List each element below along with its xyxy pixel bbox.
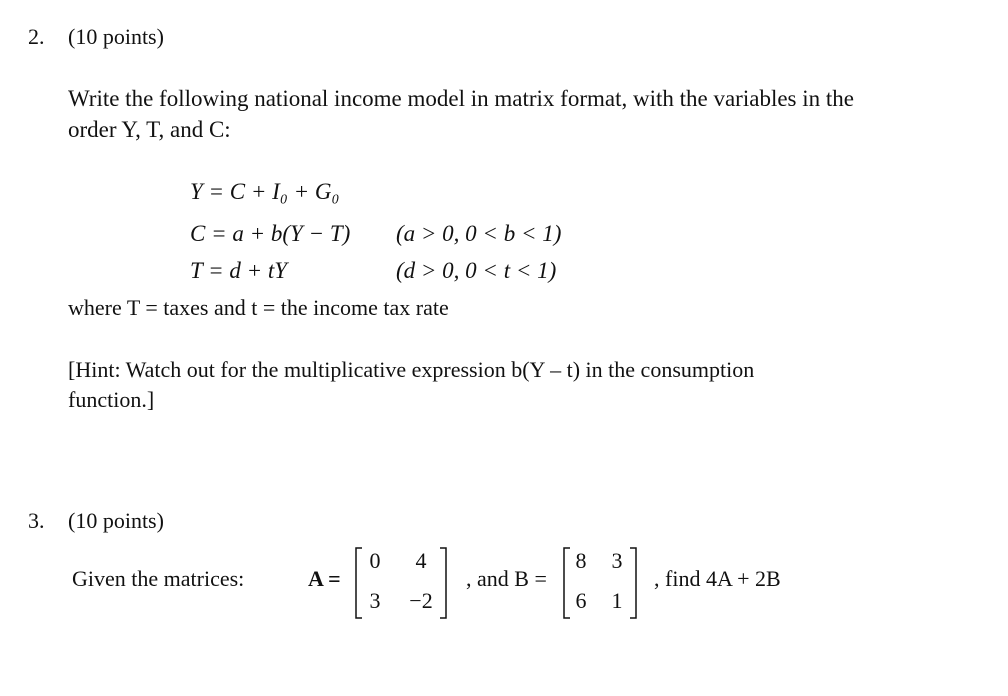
problem-2-intro-line-2: order Y, T, and C: — [68, 117, 231, 142]
matrix-a — [354, 546, 448, 620]
problem-2-intro-line-1: Write the following national income model in matrix format, with the variables in the — [68, 86, 854, 111]
matrix-a-cell-r1c1: 0 — [369, 548, 381, 573]
problem-3-points: (10 points) — [68, 508, 164, 533]
constraint-consumption: (a > 0, 0 < b < 1) — [396, 221, 562, 246]
matrix-a-cell-r2c2: −2 — [409, 588, 433, 613]
matrix-b — [562, 546, 638, 620]
problem-2-points: (10 points) — [68, 24, 164, 49]
problem-2-number: 2. — [28, 24, 45, 49]
matrix-b-cell-r1c2: 3 — [611, 548, 623, 573]
hint-line-1: [Hint: Watch out for the multiplicative expression b(Y – t) in the consumption — [68, 357, 755, 382]
equation-taxes: T = d + tY — [190, 258, 288, 283]
matrix-a-label: A = — [308, 566, 341, 591]
find-instruction: , find 4A + 2B — [654, 566, 781, 591]
matrix-a-cell-r1c2: 4 — [415, 548, 427, 573]
and-b-label: , and B = — [466, 566, 547, 591]
constraint-taxes: (d > 0, 0 < t < 1) — [396, 258, 557, 283]
equation-consumption: C = a + b(Y − T) — [190, 221, 351, 246]
matrix-b-cell-r2c1: 6 — [575, 588, 587, 613]
equation-income: Y = C + I₀ + G₀ — [190, 179, 340, 204]
matrix-a-cell-r2c1: 3 — [369, 588, 381, 613]
matrix-b-cell-r2c2: 1 — [611, 588, 623, 613]
problem-3-number: 3. — [28, 508, 45, 533]
given-label: Given the matrices: — [72, 566, 245, 591]
matrix-b-cell-r1c1: 8 — [575, 548, 587, 573]
where-definition: where T = taxes and t = the income tax rate — [68, 295, 449, 320]
hint-line-2: function.] — [68, 387, 155, 412]
